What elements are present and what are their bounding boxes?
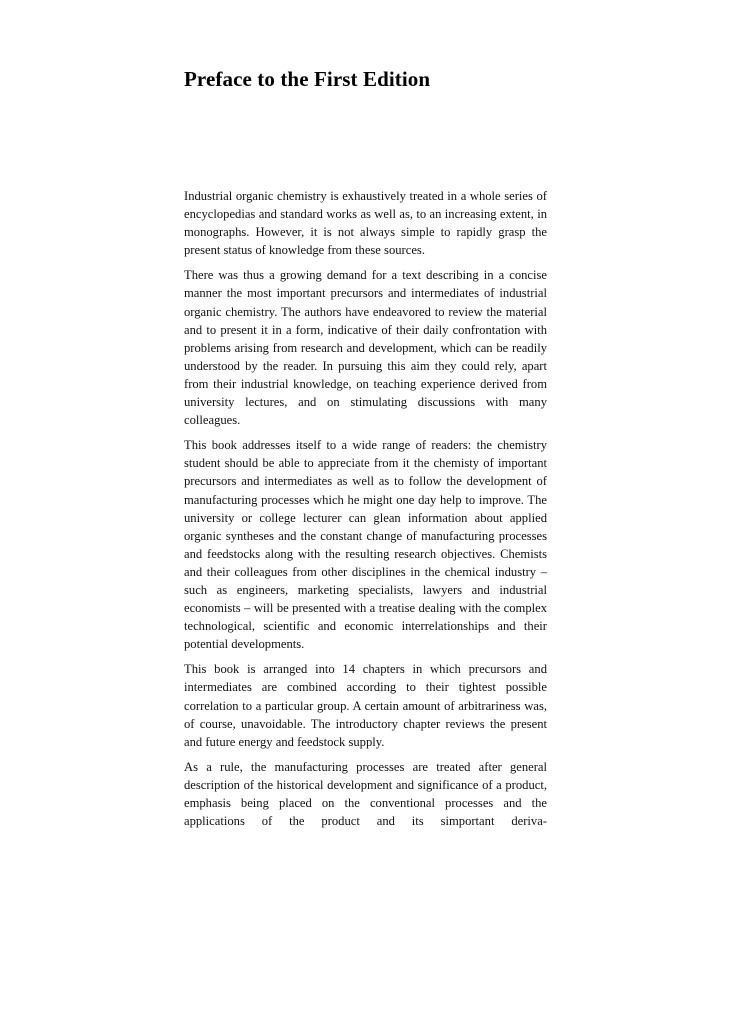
preface-body [184,187,547,837]
paragraph-4: This book is arranged into 14 chapters in which precursors and intermediates are combined according to their tightest possible correlation to a particular group. A certain amount of arbitrariness was, of course, unavoidable. The introductory chapter reviews the present and future energy and feedstock supply. [184,662,547,749]
paragraph-5: As a rule, the manufacturing processes are treated after general description of the historical development and significance of a product, emphasis being placed on the conventional processes and the applications of the product and its simportant deriva- [184,759,547,829]
paragraph-1: Industrial organic chemistry is exhaustively treated in a whole series of encyclopedias and standard works as well as, to an increasing extent, in monographs. However, it is not always simple to rapidly grasp the present status of knowledge from these sources. [184,189,547,258]
paragraph-3: This book addresses itself to a wide range of readers: the chemistry student should be able to appreciate from it the chemisty of important precursors and intermediates as well as to follow the development of manufacturing processes which he might one day help to improve. The university or college lecturer can glean information about applied organic syntheses and the constant change of manufacturing processes and feedstocks along with the resulting research objectives. Chemists and their colleagues from other disciplines in the chemical industry – such as engineers, marketing specialists, lawyers and industrial economists – will be presented with a treatise dealing with the complex technological, scientific and economic interrelationships and their potential developments. [184,438,547,652]
page-title: Preface to the First Edition [184,67,431,91]
paragraph-2: There was thus a growing demand for a text describing in a concise manner the most important precursors and intermediates of industrial organic chemistry. The authors have endeavored to review the material and to present it in a form, indicative of their daily confrontation with problems arising from research and development, which can be readily understood by the reader. In pursuing this aim they could rely, apart from their industrial knowledge, on teaching experience derived from university lectures, and on stimulating discussions with many colleagues. [184,268,547,428]
